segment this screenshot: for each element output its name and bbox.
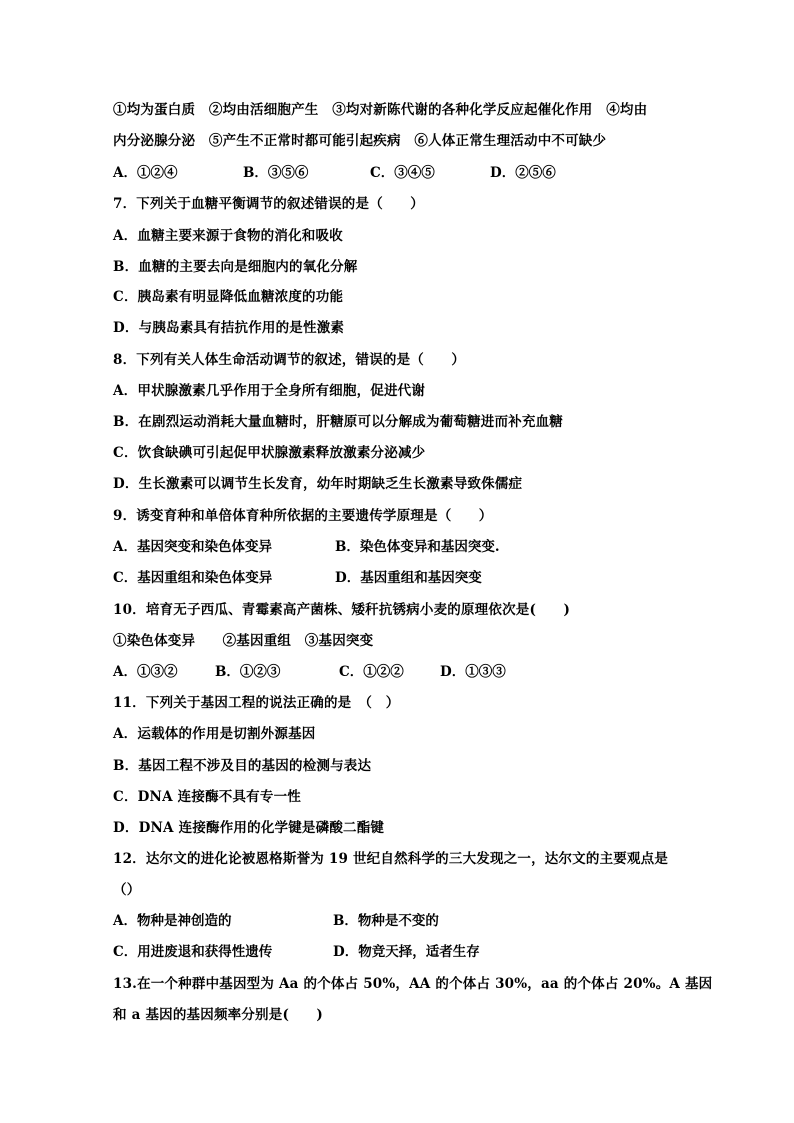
q7-stem: 7．下列关于血糖平衡调节的叙述错误的是（ ）: [113, 196, 424, 212]
q7-option-b: B．血糖的主要去向是细胞内的氧化分解: [113, 259, 358, 275]
q10-stem: 10．培育无子西瓜、青霉素高产菌株、矮秆抗锈病小麦的原理依次是( ): [113, 602, 571, 618]
q12-option-b: B．物种是不变的: [333, 913, 439, 929]
q6-option-c: C．③④⑤: [370, 165, 435, 181]
q11-option-a: A．运载体的作用是切割外源基因: [113, 726, 316, 742]
q12-stem-line2: （）: [113, 882, 141, 898]
q12-options-row1: [113, 911, 693, 931]
q6-option-a: A．①②④: [113, 165, 178, 181]
q9-option-b: B．染色体变异和基因突变.: [335, 539, 500, 555]
q9-options-row1: [113, 537, 693, 557]
q6-statements-line2: 内分泌腺分泌 ⑤产生不正常时都可能引起疾病 ⑥人体正常生理活动中不可缺少: [113, 133, 607, 149]
q8-option-a: A．甲状腺激素几乎作用于全身所有细胞，促进代谢: [113, 383, 426, 399]
q10-options: [113, 662, 693, 682]
q8-option-c: C．饮食缺碘可引起促甲状腺激素释放激素分泌减少: [113, 445, 426, 461]
q6-statements-line1: ①均为蛋白质 ②均由活细胞产生 ③均对新陈代谢的各种化学反应起催化作用 ④均由: [113, 102, 648, 118]
q9-options-row2: [113, 568, 693, 588]
q6-option-d: D．②⑤⑥: [490, 165, 556, 181]
q7-option-c: C．胰岛素有明显降低血糖浓度的功能: [113, 289, 344, 305]
q11-option-c: C．DNA 连接酶不具有专一性: [113, 789, 301, 805]
q8-stem: 8．下列有关人体生命活动调节的叙述，错误的是（ ）: [113, 352, 466, 368]
q13-stem-line2: 和 a 基因的基因频率分别是( ): [113, 1007, 324, 1023]
q12-options-row2: [113, 942, 693, 962]
q6-option-b: B．③⑤⑥: [243, 165, 309, 181]
q11-stem: 11．下列关于基因工程的说法正确的是 （ ）: [113, 695, 400, 711]
q12-stem-line1: 12．达尔文的进化论被恩格斯誉为 19 世纪自然科学的三大发现之一，达尔文的主要观点是: [113, 851, 669, 867]
q10-option-a: A．①③②: [113, 664, 178, 680]
q9-stem: 9．诱变育种和单倍体育种所依据的主要遗传学原理是（ ）: [113, 508, 493, 524]
q9-option-c: C．基因重组和染色体变异: [113, 570, 273, 586]
q10-option-c: C．①②②: [339, 664, 404, 680]
q10-option-d: D．①③③: [440, 664, 506, 680]
q11-option-d: D．DNA 连接酶作用的化学键是磷酸二酯键: [113, 820, 385, 836]
q12-option-c: C．用进废退和获得性遗传: [113, 944, 273, 960]
q11-option-b: B．基因工程不涉及目的基因的检测与表达: [113, 758, 372, 774]
q10-option-b: B．①②③: [215, 664, 281, 680]
q6-options: [113, 163, 693, 183]
q10-items: ①染色体变异 ②基因重组 ③基因突变: [113, 633, 374, 649]
q12-option-a: A．物种是神创造的: [113, 913, 232, 929]
q8-option-b: B．在剧烈运动消耗大量血糖时，肝糖原可以分解成为葡萄糖进而补充血糖: [113, 414, 564, 430]
q7-option-a: A．血糖主要来源于食物的消化和吸收: [113, 228, 343, 244]
q9-option-d: D．基因重组和基因突变: [335, 570, 482, 586]
q8-option-d: D．生长激素可以调节生长发育，幼年时期缺乏生长激素导致侏儒症: [113, 476, 523, 492]
q9-option-a: A．基因突变和染色体变异: [113, 539, 272, 555]
q12-option-d: D．物竞天择，适者生存: [333, 944, 480, 960]
q13-stem-line1: 13.在一个种群中基因型为 Aa 的个体占 50%，AA 的个体占 30%，aa 的个体占 20%。A 基因: [113, 976, 713, 992]
q7-option-d: D．与胰岛素具有拮抗作用的是性激素: [113, 320, 345, 336]
